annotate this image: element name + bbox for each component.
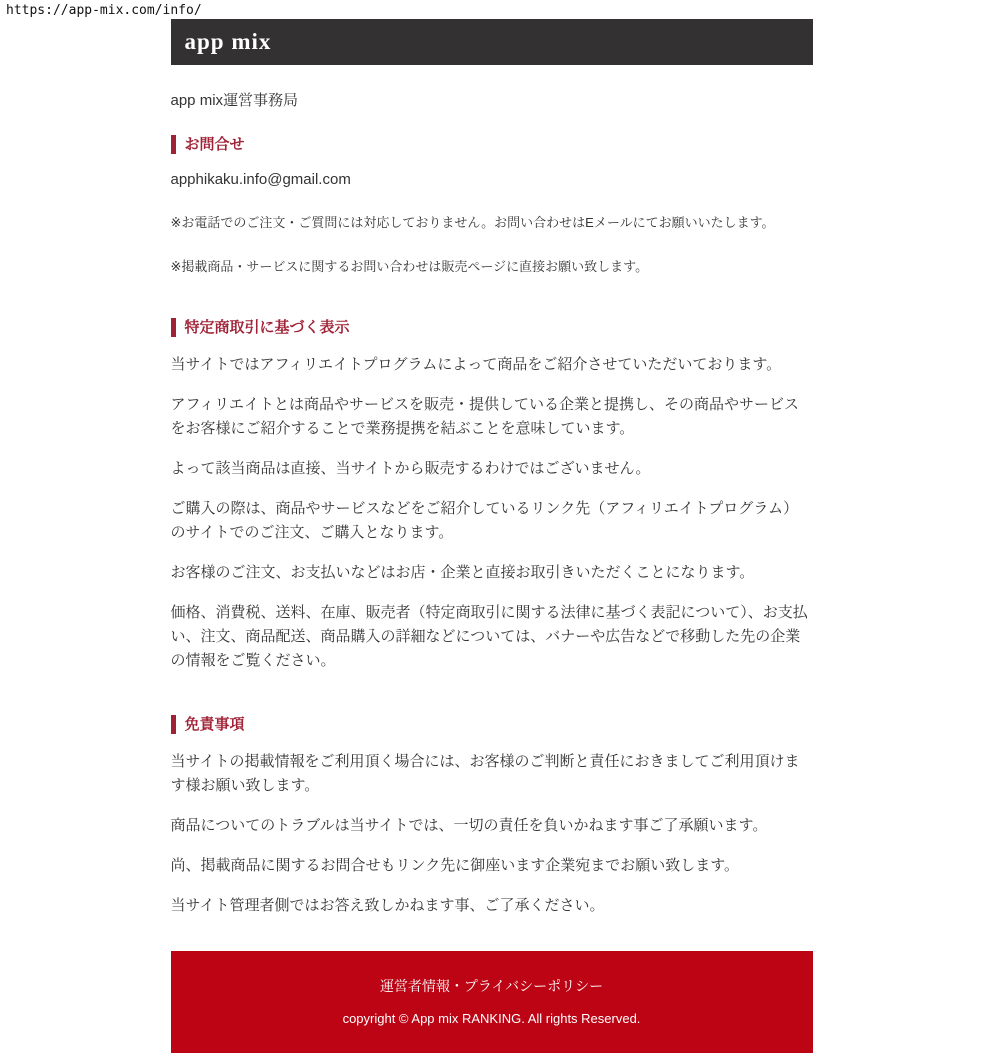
site-footer xyxy=(171,951,813,1053)
main-content xyxy=(171,89,813,918)
copyright-text: copyright © App mix RANKING. All rights Reserved. xyxy=(342,1011,641,1026)
disclaimer-paragraph: 当サイトの掲載情報をご利用頂く場合には、お客様のご判断と責任におきましてご利用頂けます様お願い致します。 xyxy=(170,753,800,794)
commercial-law-paragraph: 当サイトではアフィリエイトプログラムによって商品をご紹介させていただいております。 xyxy=(170,356,782,373)
site-logo[interactable]: app mix xyxy=(184,29,272,54)
contact-note: ※掲載商品・サービスに関するお問い合わせは販売ページに直接お願い致します。 xyxy=(170,259,649,274)
page-column xyxy=(171,19,813,1053)
commercial-law-section-title: 特定商取引に基づく表示 xyxy=(171,318,813,337)
disclaimer-paragraph: 尚、掲載商品に関するお問合せもリンク先に御座います企業宛までお願い致します。 xyxy=(170,857,740,874)
section-disclaimer xyxy=(171,715,813,918)
commercial-law-paragraph: アフィリエイトとは商品やサービスを販売・提供している企業と提携し、その商品やサービスをお客様にご紹介することで業務提携を結ぶことを意味しています。 xyxy=(170,396,800,437)
section-commercial-law xyxy=(171,318,813,673)
commercial-law-paragraph: お客様のご注文、お支払いなどはお店・企業と直接お取引きいただくことになります。 xyxy=(170,564,755,581)
commercial-law-paragraph: ご購入の際は、商品やサービスなどをご紹介しているリンク先（アフィリエイトプログラム）のサイトでのご注文、ご購入となります。 xyxy=(170,500,799,541)
disclaimer-section-title: 免責事項 xyxy=(171,715,813,734)
section-contact xyxy=(171,135,813,276)
disclaimer-paragraph: 当サイト管理者側ではお答え致しかねます事、ご了承ください。 xyxy=(170,897,605,914)
operator-name: app mix運営事務局 xyxy=(170,92,299,109)
commercial-law-paragraph: 価格、消費税、送料、在庫、販売者（特定商取引に関する法律に基づく表記について）、お支払い、注文、商品配送、商品購入の詳細などについては、バナーや広告などで移動した先の企業の情報をご覧ください。 xyxy=(170,604,808,669)
disclaimer-paragraph: 商品についてのトラブルは当サイトでは、一切の責任を負いかねます事ご了承願います。 xyxy=(170,817,768,834)
browser-url-text: https://app-mix.com/info/ xyxy=(6,3,202,18)
contact-note: ※お電話でのご注文・ご質問には対応しておりません。お問い合わせはEメールにてお願いいたします。 xyxy=(170,215,775,230)
contact-section-title: お問合せ xyxy=(171,135,813,154)
operator-privacy-policy-link[interactable]: 運営者情報・プライバシーポリシー xyxy=(379,978,604,994)
commercial-law-paragraph: よって該当商品は直接、当サイトから販売するわけではございません。 xyxy=(170,460,651,477)
site-header xyxy=(171,19,813,65)
contact-email: apphikaku.info@gmail.com xyxy=(170,171,351,188)
